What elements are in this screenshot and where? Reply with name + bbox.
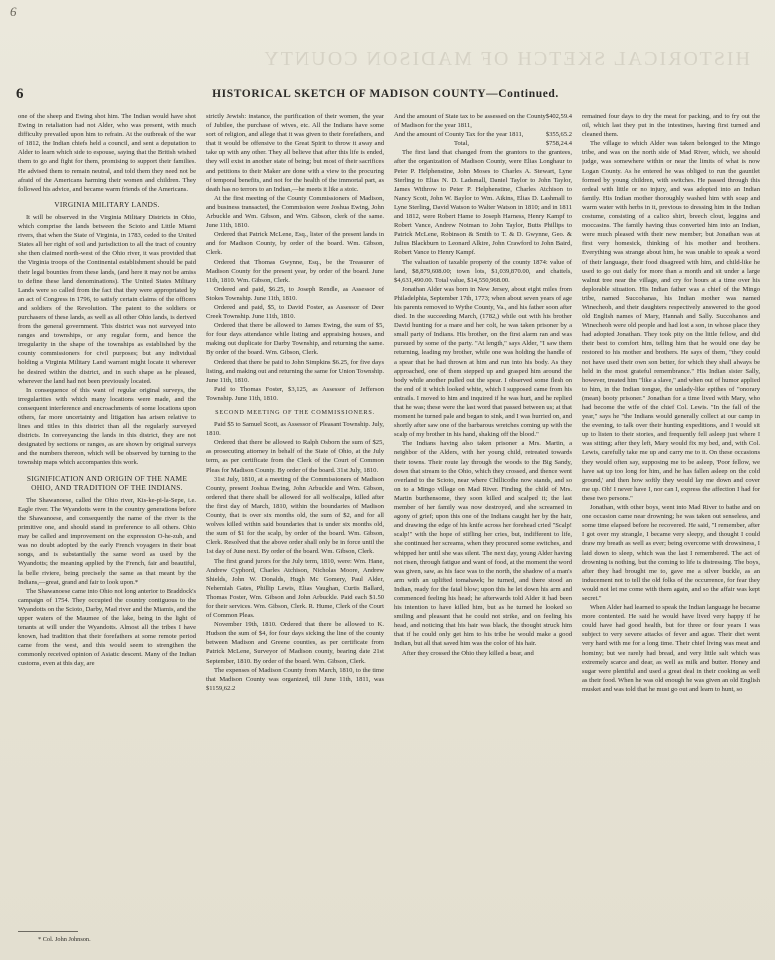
paragraph: It will be observed in the Virginia Military Districts in Ohio, which comprise the lands between the Scioto and Little Miami rivers, that when the State of Virginia, in 1783, ceded to the United States all her right of soil and jurisdiction to all the tract of country she then claimed north-west of the Ohio river, it was provided that the Virginia troops of the Continental establishment should be paid their legal bounties from these lands, (and here it may not be amiss to define these land denominations). The United States Military Lands were so called from the fact that they were appropriated by an act of Congress in 1796, to satisfy certain claims of the officers and soldiers of the Revolution. The patent to the soldiers or purchasers of these lands, as well as all other Ohio lands, is derived from the general government. This district was not surveyed into ranges and townships, or any regular form, and hence the irregularity in the shape of the townships as established by the county commissioners for civil purposes; but any individual holding a Virginia Military Land warrant might locate it wherever he desired within the district, and in such shape as he pleased, wherever the land had not been previously located. bbox=[18, 213, 196, 385]
text-columns bbox=[18, 112, 760, 944]
column-2 bbox=[206, 112, 384, 944]
paragraph: The village to which Alder was taken belonged to the Mingo tribe, and was on the north side of Mad River, which, we should judge, was somewhere within or near the limits of what is now Logan County. As he entered he was obliged to run the gauntlet formed by young children, with switches. He passed through this ordeal with little or no injury, and was adopted into an Indian family. His Indian mother thoroughly washed him with soap and warm water with herbs in it, previous to dressing him in the Indian costume, consisting of a calico shirt, breech clout, leggins and moccasins. The family having thus converted him into an Indian, were much pleased with their new member; but Jonathan was at first very homesick, thinking of his mother and brothers. Everything was strange about him, he was unable to speak a word of their language, their food disagreed with him, and child-like he used to go out daily for more than a month and sit under a large walnut tree near the village, and cry for hours at a time over his deplorable situation. His Indian father was a chief of the Mingo tribe, named Succohanas, his Indian mother was named Winecheoh, and their daughters respectively answered to the good old English names of Mary, Hannah and Sally. Succohanos and Winecheoh were old people and had lost a son, in whose place they had adopted Jonathan. They took pity on the little fellow, and did their best to comfort him, telling him that he would one day be restored to his mother and brothers. He says of them, "they could not have used their own son better, for which they shall always be held in the most grateful remembrance." His Indian sister Sally, however, treated him "like a slave," and when out of humor applied to him, in the Indian tongue, the unlady-like epithes of "onorary (mean) booty prisoner." Jonathan for a time lived with Mary, who had become the wife of the chief Col. Lewis. "In the fall of the year," says he "the Indians would generally collect at our camp in the evening, to talk over their hunting expeditions, and I would sit up to listen to their stories, and frequently fell asleep just where I was sitting; after they left, Mary would fix my bed, and, with Col. Lewis, carefully take me up and carry me to it. On these occasions they would often say, supposing me to be asleep, 'Poor fellow, we have sat up too long for him, and he has fallen asleep on the cold ground,' and then how softly they would lay me down and cover me up. Oh! I never have I, nor can I, express the affection I had for these two persons." bbox=[582, 140, 760, 502]
paragraph: The first grand jurors for the July term, 1810, were: Wm. Hane, Andrew Cyphord, Charles Atchison, Nicholas Moore, Andrew Shields, John W. Donalds, Hugh Mc Gomery, Paul Alder, Nehemiah Gates, Phillip Lewis, Elias Vaughan, Curtis Ballard, Thomas Foster, Wm. Gibson and John Arbuckle. Paid each $1.50 for their services. Wm. Gibson, Clerk. R. Hume, Clerk of the Court of Common Pleas. bbox=[206, 557, 384, 620]
paragraph: The first land that changed from the grantors to the grantees, after the organization of Madison County, were Elias Longhaur to Peter P. Helphenstine, John Moses to Charles A. Stewart, Lyne Sterling to Elias N. D. Ladsmall, Daniel Taylor to John Taylor, James Withrow to Peter P. Helphenstine, Charles Atchison to Nancy Scott, John W. Baylor to Wm. Aikins, Elias D. Lashmall to Lyne Sterling, David Watson to Walter Watson in 1810; and in 1811 and 1812, were Robert Hame to Joseph Harness, Henry Kampf to Robert Vance, Andrew Notman to John Taylor, Butts Phillips to Patrick McLene, Robinson & Smith to T. & D. Gwynne, Geo. & Julius Blackburn to Leonard Alkire, John Crawford to John Baird, Robert Vance to Henry Kampf. bbox=[394, 149, 572, 257]
paragraph: Ordered that there be allowed to Ralph Osborn the sum of $25, as prosecuting attorney in behalf of the State of Ohio, at the July term, as per certificate from the Clerk of the Court of Common Pleas for Madison County. By order of the board. 31st July, 1810. bbox=[206, 439, 384, 474]
tax-amount: $402,59.4 bbox=[545, 113, 572, 120]
tax-label: And the amount of County Tax for the year 1811, bbox=[394, 131, 524, 139]
paragraph: remained four days to dry the meat for packing, and to fry out the oil, which last they put in the intestines, having first turned and cleaned them. bbox=[582, 113, 760, 139]
paragraph: Jonathan Alder was born in New Jersey, about eight miles from Philadelphia, September 17th, 1773; when about seven years of age his parents removed to Wythe County, Va., and his father soon after died. In the succeeding March, (1782,) while out with his brother David hunting for a mare and her colt, he was taken prisoner by a small party of Indians. His brother, on the first alarm ran and was pursued by some of the party. "At length," says Alder, "I saw them returning, leading my brother, while one was holding the handle of a spear that he had thrown at him and run into his body. As they approached, one of them stepped up and grasped him around the body while another pulled out the spear. I observed some flesh on the end of it which looked white, which I supposed came from his entrails. I moved to him and inquired if he was hurt, and he replied that he was; these were the last word that passed between us; at that moment he turned pale and began to sink, and I was hurried on, and shortly after saw one of the barbarous wretches coming up with the scalp of my brother in his hand, shaking off the blood." bbox=[394, 285, 572, 439]
paragraph: Ordered and paid, $5, to David Foster, as Assessor of Deer Creek Township. June 11th, 1810. bbox=[206, 303, 384, 321]
paragraph: At the first meeting of the County Commissioners of Madison, and business transacted, the Commission were Joshua Ewing, John Arbuckle and Wm. Gibson, and Wm. Gibson, clerk of the same. June 11th, 1810. bbox=[206, 194, 384, 230]
section-heading-virginia-military-lands: VIRGINIA MILITARY LANDS. bbox=[54, 199, 160, 209]
paragraph: The Shawanoese came into Ohio not long anterior to Braddock's campaign of 1754. They occupied the country contiguous to the Wyandotts on the Scioto, Darby, Mad river and the Miamis, and the upper waters of the Maumee of the lake, being in the light of tenants at will under the Wyandotts. Almost all the tribes I have known, had tradition that their forefathers at some remote period came from the west, and this would seem to strengthen the commonly received opinion of Asiatic descent. Many of the Indian customs, even at this day, are bbox=[18, 587, 196, 668]
tax-total-amount: $758,24.4 bbox=[545, 140, 572, 148]
section-heading-second-meeting: SECOND MEETING OF THE COMMISSIONERS. bbox=[215, 409, 375, 416]
paragraph: Ordered that Patrick McLene, Esq., lister of the present lands in and for Madison County, by order of the board. Wm. Gibson, Clerk. bbox=[206, 231, 384, 257]
paragraph: 31st July, 1810, at a meeting of the Commissioners of Madison County, present Joshua Ewing, John Arbuckle and Wm. Gibson, ordered that there shall be allowed for all wolfscalps, killed after the first day of March, 1810, within the boundaries of Madison County, that is over six months old, the sum of $2, and for all wolves killed within said boundaries that is under six months old, the sum of $1 for the scalp, by order of the board. Wm. Gibson, Clerk. Resolved that the above order shall only be in force until the 1st day of June next. By order of the board. Wm. Gibson, Clerk. bbox=[206, 475, 384, 556]
tax-label: And the amount of State tax to be assessed on the County of Madison for the year 1811, bbox=[394, 113, 546, 130]
paragraph: strictly Jewish: instance, the purification of their women, the year of Jubilee, the purchase of wives, etc. All the Indians have some sort of religion, and allege that it was given to their forefathers, and that it would be offensive to the Great Spirit to throw it away and take up with any other. They all believe that after this life is ended, they will exist in another state of being; but most of their sacrifices and petitions to their Maker are done with a view to the procuring of temporal benefits, and not for the health of the immortal part, as death has no terrors to an Indian,—he meets it like a stoic. bbox=[206, 113, 384, 193]
paragraph: Ordered that Thomas Gwynne, Esq., be the Treasurer of Madison County for the present year, by order of the board. June 11th, 1810. Wm. Gibson, Clerk. bbox=[206, 258, 384, 284]
paragraph: The Shawanoese, called the Ohio river, Kis-ke-pi-la-Sepe, i.e. Eagle river. The Wyandotts were in the country generations before the Shawanoese, and consequently the name of the river is the primitive one, and should stand in preference to all others. Ohio may be called and improvement on the expression O-he-zuh, and was no doubt adopted by the early French voyagers in their boat songs, and is substantially the same word as used by the Wyandotts; the meaning applied by the French, fair and beautiful, la belle riviere, being precisely the same as that meant by the Indians,—great, grand and fair to look upon.* bbox=[18, 496, 196, 586]
paragraph: After they crossed the Ohio they killed a bear, and bbox=[402, 649, 534, 657]
footnote bbox=[18, 929, 196, 944]
page-number: 6 bbox=[16, 86, 24, 102]
paragraph: In consequence of this want of regular original surveys, the irregularities with which many locations were made, and the consequent interference and encroachments of some locations upon others, far more uncertainty and litigation has arisen relative to lines and titles in this district than all the regularly surveyed districts. In conveyancing the lands in this district, they are not designated by sections or ranges, as are shown by original surveys and the numbers thereon, which will be observed by turning to the township maps which accompanies this work. bbox=[18, 386, 196, 467]
column-1 bbox=[18, 112, 196, 944]
bleed-through-text: HISTORICAL SKETCH OF MADISON COUNTY bbox=[262, 48, 750, 70]
section-heading-name-ohio: SIGNIFICATION AND ORIGIN OF THE NAME OHIO, AND TRADITION OF THE INDIANS. bbox=[26, 473, 188, 492]
column-3 bbox=[394, 112, 572, 944]
paragraph: Ordered that there be paid to John Simpkins $6.25, for five days listing, and making out and returning the same for Union Township. June 11th, 1810. bbox=[206, 358, 384, 384]
paragraph: Ordered that there be allowed to James Ewing, the sum of $5, for four days attendance while listing and appraising houses, and making out duplicate for Darby Township, and returning the same. By order of the board. Wm. Gibson, Clerk. bbox=[206, 322, 384, 357]
page-header bbox=[16, 86, 755, 106]
margin-mark: 6 bbox=[10, 4, 17, 19]
paragraph: The valuation of taxable property of the county 1874: value of land, $8,879,608.00; town lots, $1,039,870.00, and chattels, $4,631,490.00. Total value, $14,550,968.00. bbox=[394, 258, 572, 284]
tax-row-state bbox=[394, 112, 572, 130]
tax-amount: $355,65.2 bbox=[545, 131, 572, 139]
paragraph: Ordered and paid, $6.25, to Joseph Rendle, as Assessor of Stokes Township. June 11th, 1810. bbox=[206, 285, 384, 302]
paragraph: Jonathan, with other boys, went into Mad River to bathe and on one occasion came near drowning; he was taken out senseless, and some time elapsed before he recovered. He said, "I remember, after I got over my strangle, I became very sleepy, and thought I could draw my breath as well as ever; being overcome with drowsiness, I laid down to sleep, which was the last I remembered. The act of drowning is nothing, but the coming to life is distressing. The boys, after they had brought me to, gave me a silver buckle, as an inducement not to tell the old folks of the occurrence, for fear they would not let me come with them again, and so the affair was kept secret." bbox=[582, 504, 760, 602]
paragraph: November 19th, 1810. Ordered that there be allowed to K. Hudson the sum of $4, for four days sicking the line of the county between Madison and Greene counties, as per certificate from Patrick McLene, Surveyor of Madison county, bearing date 21st September, 1810. By order of the board. Wm. Gibson, Clerk. bbox=[206, 621, 384, 665]
tax-row-county bbox=[394, 130, 572, 139]
footnote-rule bbox=[18, 931, 78, 932]
paragraph: When Alder had learned to speak the Indian language he became more contented. He said he would have lived very happy if he could have had good health, but for three or four years I was subject to very severe attacks of fever and ague. Their diet went very hard with me for a long time. Their chief living was meat and hominy; but we rarely had bread, and very little salt which was extremely scarce and dear, as well as milk and butter. Honey and sugar were plentiful and used a great deal in their cooking as well as their food. When he was old enough he was given an old English musket and was told that he must go out and learn to hunt, so bbox=[582, 604, 760, 693]
paragraph: Paid $5 to Samuel Scott, as Assessor of Pleasant Township. July, 1810. bbox=[206, 421, 384, 438]
paragraph: Paid to Thomas Foster, $3,125, as Assessor of Jefferson Township. June 11th, 1810. bbox=[206, 385, 384, 402]
tax-total-label: Total, bbox=[454, 140, 469, 148]
running-title: HISTORICAL SKETCH OF MADISON COUNTY—Continued. bbox=[212, 88, 559, 100]
paragraph: one of the sheep and Ewing shot him. The Indian would have shot Ewing in retaliation had not Alder, who was present, with much difficulty prevailed upon him to refrain. At the outbreak of the war of 1812, the Indian chiefs held a council, and sent a deputation to Alder to learn which side to espouse, saying that the British wished them to go and fight for them, promising to support their families. He advised them to remain neutral, and told them they need not be afraid of the Americans harming their women and children. They followed his advice, and became warm friends of the Americans. bbox=[18, 113, 196, 193]
tax-row-total bbox=[394, 139, 572, 148]
paragraph: The Indians having also taken prisoner a Mrs. Martin, a neighbor of the Alders, with her young child, retreated towards their towns. Their route lay through the woods to the Big Sandy, down that stream to the Ohio, which they crossed, and thence went overland to the Scioto, near where Chillicothe now stands, and so on to a Mingo village on Mad River. Finding the child of Mrs. Martin burthensome, they soon killed and scalped it; the last member of her family was now destroyed, and she screamed in agony of grief; upon this one of the Indians caught her by the hair, and drawing the edge of his knife across her forehead cried "Scalp! scalp!" with the hope of stifling her cries, but, indifferent to life, she continued her screams, when they procured some switches, and whipped her until she was silent. The next day, young Alder having not risen, through fatigue and want of food, at the moment the word was given, saw, as his face was to the north, the shadow of a man's arm with an uplifted tomahawk; he turned, and there stood an Indian, ready for the fatal blow; upon this he let down his arm and commenced feeling his head; he afterwards told Alder it had been his intention to have killed him, but as he turned he looked so smiling and pleasant that he could not strike, and on feeling his head, and noticing that his hair was black, the thought struck him that if he could only get him to his tribe he would make a good Indian, but all that saved him was the color of his hair. bbox=[394, 440, 572, 648]
column-4 bbox=[582, 112, 760, 944]
paragraph: The expenses of Madison County from March, 1810, to the time that Madison County was organized, till June 11th, 1811, was $1159,62.2 bbox=[206, 666, 384, 692]
footnote-text: * Col. John Johnson. bbox=[38, 936, 91, 943]
